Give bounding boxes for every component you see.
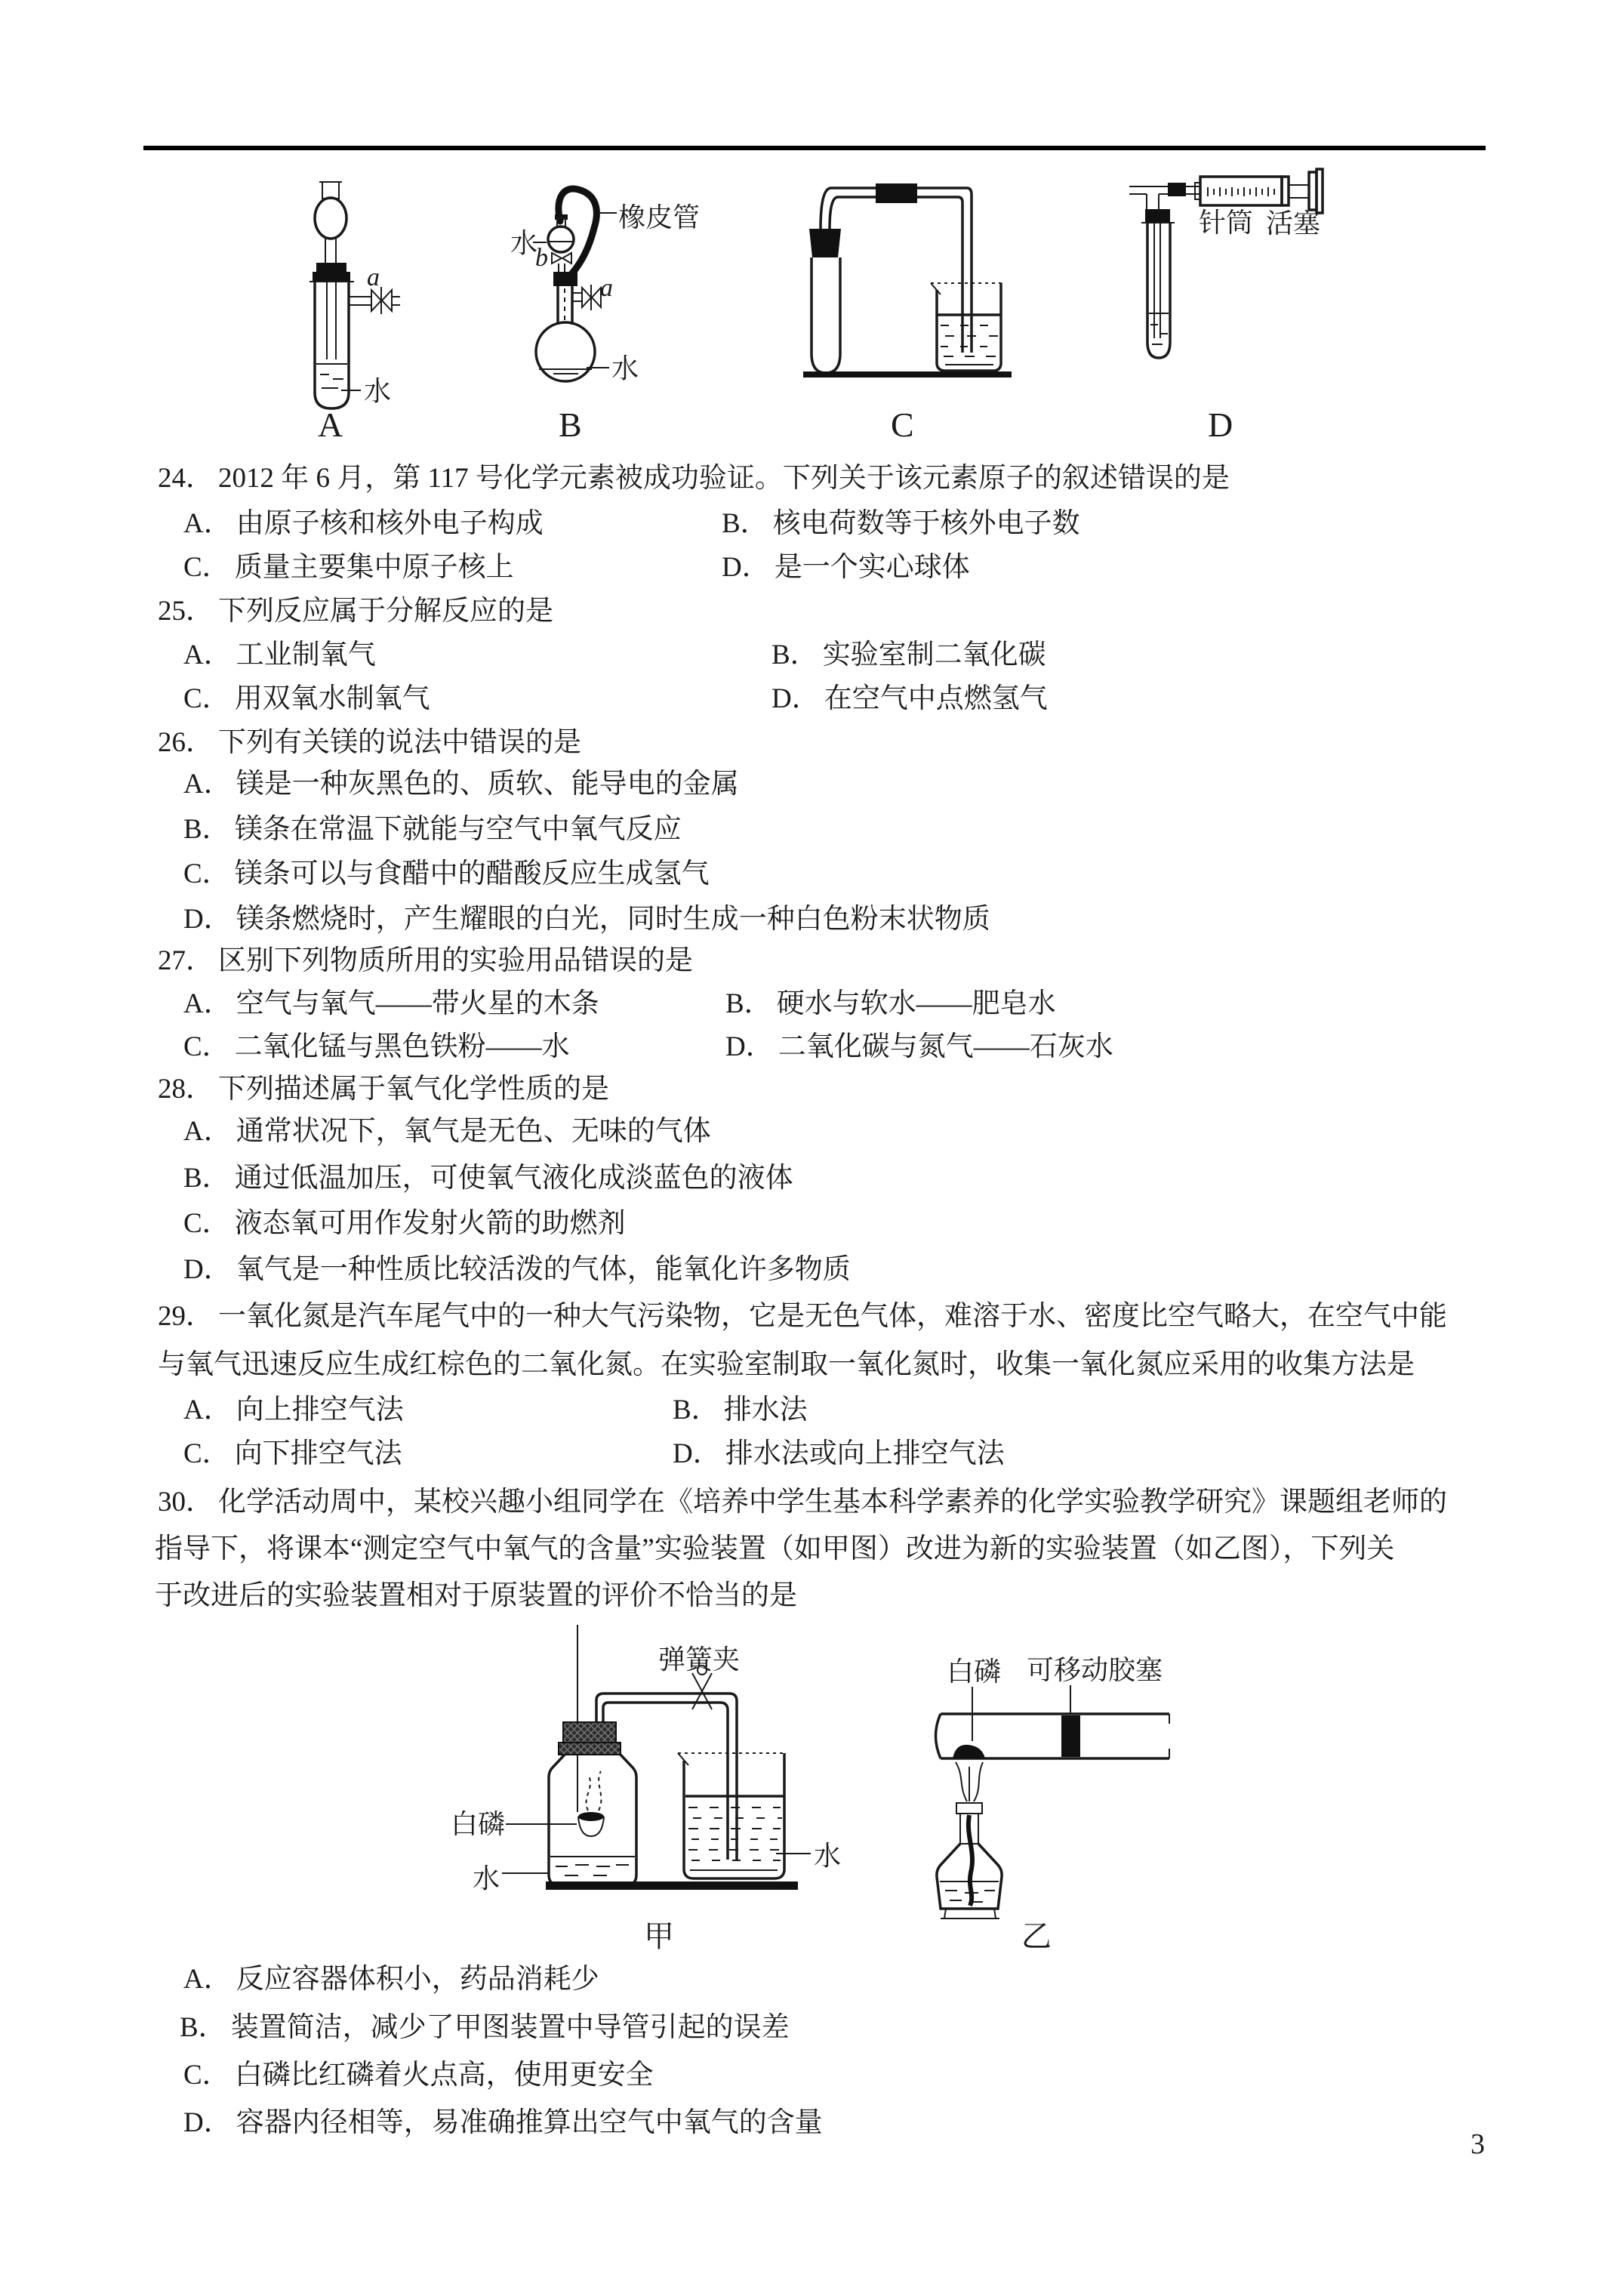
question-29-line1: 29． 一氧化氮是汽车尾气中的一种大气污染物，它是无色气体，难溶于水、密度比空气略大，在空气中能: [158, 1300, 1447, 1333]
option-30-a: A． 反应容器体积小，药品消耗少: [183, 1964, 599, 1995]
option-24-a: A． 由原子核和核外电子构成: [183, 508, 544, 539]
apparatus-d-letter: D: [1208, 405, 1233, 444]
option-26-b: B． 镁条在常温下就能与空气中氧气反应: [183, 814, 682, 845]
yi-apparatus-diagram: [936, 1655, 1170, 1953]
spring-clamp-label: 弹簧夹: [658, 1644, 741, 1675]
option-25-d: D． 在空气中点燃氢气: [771, 683, 1048, 714]
valve-b-label: b: [535, 244, 548, 272]
option-29-a: A． 向上排空气法: [183, 1395, 404, 1425]
question-29-line2: 与氧气迅速反应生成红棕色的二氧化氮。在实验室制取一氧化氮时，收集一氧化氮应采用的收集方法是: [158, 1349, 1415, 1380]
top-rule: [143, 146, 1486, 150]
option-25-b: B． 实验室制二氧化碳: [771, 639, 1046, 670]
option-27-c: C． 二氧化锰与黑色铁粉——水: [183, 1031, 570, 1062]
option-27-b: B． 硬水与软水——肥皂水: [725, 988, 1056, 1019]
apparatus-c-letter: C: [891, 405, 914, 444]
question-28-text: 下列描述属于氧气化学性质的是: [218, 1074, 609, 1105]
experiment-figure: [423, 1623, 1178, 1971]
question-30-number: 30．: [158, 1487, 214, 1518]
plunger-label: 活塞: [1266, 208, 1321, 239]
yi-figure-label: 乙: [1021, 1919, 1052, 1953]
question-30-line2: 指导下，将课本“测定空气中氧气的含量”实验装置（如甲图）改进为新的实验装置（如乙图），下列关: [155, 1533, 1395, 1564]
option-25-c: C． 用双氧水制氧气: [183, 683, 430, 714]
valve-a-label-b: a: [600, 274, 613, 302]
option-24-b: B． 核电荷数等于核外电子数: [722, 508, 1080, 539]
option-29-d: D． 排水法或向上排空气法: [673, 1438, 1005, 1469]
question-27: [158, 945, 693, 978]
option-29-b: B． 排水法: [673, 1395, 808, 1425]
option-28-b: B． 通过低温加压，可使氧气液化成淡蓝色的液体: [183, 1163, 793, 1194]
option-25-a: A． 工业制氧气: [183, 639, 376, 670]
page-number: 3: [1471, 2128, 1485, 2160]
apparatus-d-diagram: [1129, 169, 1323, 444]
option-28-c: C． 液态氧可用作发射火箭的助燃剂: [183, 1208, 626, 1239]
option-30-c: C． 白磷比红磷着火点高，使用更安全: [183, 2060, 654, 2091]
question-24-text: 2012 年 6 月，第 117 号化学元素被成功验证。下列关于该元素原子的叙述错误的是: [218, 463, 1230, 494]
jia-figure-label: 甲: [644, 1919, 674, 1953]
question-29-number: 29．: [158, 1301, 214, 1332]
white-phosphorus-label-jia: 白磷: [451, 1809, 506, 1839]
jia-apparatus-diagram: [451, 1625, 841, 1953]
option-30-b: B． 装置简洁，减少了甲图装置中导管引起的误差: [180, 2012, 790, 2043]
question-25-text: 下列反应属于分解反应的是: [218, 596, 553, 627]
water-label-b-bottom: 水: [611, 353, 639, 384]
apparatus-a-letter: A: [318, 405, 343, 444]
question-25: [158, 595, 553, 628]
question-30-line1: 30． 化学活动周中，某校兴趣小组同学在《培养中学生基本科学素养的化学实验教学研究》课题组老师的: [158, 1486, 1447, 1519]
apparatus-a-diagram: [310, 182, 400, 444]
question-28: [158, 1073, 609, 1106]
question-26-text: 下列有关镁的说法中错误的是: [218, 727, 581, 758]
water-label-jia-beaker: 水: [814, 1841, 842, 1871]
option-24-c: C． 质量主要集中原子核上: [183, 552, 514, 583]
question-24: [158, 462, 1230, 495]
movable-stopper-label: 可移动胶塞: [1027, 1655, 1163, 1685]
valve-a-label-a: a: [367, 264, 380, 291]
question-25-number: 25．: [158, 596, 214, 627]
option-27-d: D． 二氧化碳与氮气——石灰水: [725, 1031, 1113, 1062]
apparatus-figure: [143, 166, 1502, 461]
option-24-d: D． 是一个实心球体: [722, 552, 970, 583]
option-26-c: C． 镁条可以与食醋中的醋酸反应生成氢气: [183, 858, 710, 889]
option-28-d: D． 氧气是一种性质比较活泼的气体，能氧化许多物质: [183, 1254, 851, 1285]
question-26-number: 26．: [158, 727, 214, 758]
option-30-d: D． 容器内径相等，易准确推算出空气中氧气的含量: [183, 2107, 823, 2138]
option-29-c: C． 向下排空气法: [183, 1438, 402, 1469]
apparatus-b-diagram: [510, 189, 700, 444]
water-label-b-top: 水: [510, 228, 538, 258]
rubber-tube-label: 橡皮管: [618, 202, 701, 233]
question-24-number: 24．: [158, 463, 214, 494]
question-28-number: 28．: [158, 1074, 214, 1105]
question-27-text: 区别下列物质所用的实验用品错误的是: [218, 945, 693, 976]
option-28-a: A． 通常状况下，氧气是无色、无味的气体: [183, 1116, 711, 1147]
apparatus-c-diagram: [803, 183, 1012, 444]
question-26: [158, 726, 581, 760]
question-27-number: 27．: [158, 945, 214, 976]
water-label-a: 水: [364, 376, 392, 406]
water-label-jia-bottle: 水: [473, 1863, 500, 1894]
option-26-d: D． 镁条燃烧时，产生耀眼的白光，同时生成一种白色粉末状物质: [183, 904, 990, 935]
option-27-a: A． 空气与氧气——带火星的木条: [183, 988, 599, 1019]
question-30-line3: 于改进后的实验装置相对于原装置的评价不恰当的是: [155, 1580, 797, 1611]
syringe-label: 针筒: [1199, 208, 1254, 238]
option-26-a: A． 镁是一种灰黑色的、质软、能导电的金属: [183, 769, 739, 800]
white-phosphorus-label-yi: 白磷: [947, 1657, 1002, 1687]
apparatus-b-letter: B: [559, 405, 582, 444]
